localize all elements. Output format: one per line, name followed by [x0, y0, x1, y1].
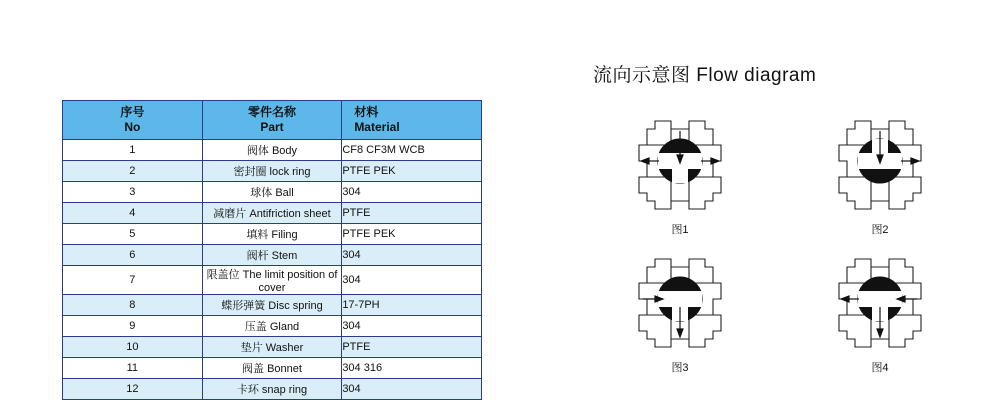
cell-no: 6 — [63, 245, 203, 266]
valve-diagram-4-icon — [815, 247, 945, 357]
valve-diagram-3-icon — [615, 247, 745, 357]
parts-table-head — [63, 101, 482, 140]
flow-figure-1 — [580, 109, 780, 237]
cell-material: PTFE — [342, 337, 482, 358]
cell-no: 7 — [63, 266, 203, 295]
cell-material: PTFE PEK — [342, 224, 482, 245]
flow-diagram-title: 流向示意图 Flow diagram — [593, 65, 817, 86]
parts-table — [62, 100, 482, 400]
flow-figure-grid — [580, 109, 980, 385]
cell-material: 304 — [342, 316, 482, 337]
cell-part: 垫片 Washer — [202, 337, 342, 358]
cell-no: 8 — [63, 295, 203, 316]
cell-material: 304 — [342, 245, 482, 266]
cell-no: 11 — [63, 358, 203, 379]
valve-diagram-1-icon — [615, 109, 745, 219]
parts-table-container — [62, 100, 482, 400]
cell-part: 减磨片 Antifriction sheet — [202, 203, 342, 224]
table-row — [63, 266, 482, 295]
cell-no: 10 — [63, 337, 203, 358]
cell-part: 阀杆 Stem — [202, 245, 342, 266]
flow-figure-caption: 图4 — [871, 362, 889, 374]
column-header-material — [342, 101, 482, 140]
parts-table-body — [63, 140, 482, 400]
cell-part: 阀体 Body — [202, 140, 342, 161]
cell-no: 1 — [63, 140, 203, 161]
cell-no: 12 — [63, 379, 203, 400]
cell-part: 球体 Ball — [202, 182, 342, 203]
cell-part: 蝶形弹簧 Disc spring — [202, 295, 342, 316]
table-row — [63, 316, 482, 337]
cell-part: 阀盖 Bonnet — [202, 358, 342, 379]
table-row — [63, 140, 482, 161]
cell-part: 限盖位 The limit position of cover — [202, 266, 342, 295]
flow-figure-caption: 图1 — [671, 224, 689, 236]
flow-figure-caption: 图2 — [871, 224, 889, 236]
cell-no: 2 — [63, 161, 203, 182]
flow-diagram-section — [580, 60, 980, 385]
table-row — [63, 224, 482, 245]
column-header-material-en: Material — [354, 120, 400, 134]
table-row — [63, 358, 482, 379]
column-header-no — [63, 101, 203, 140]
cell-material: 304 — [342, 379, 482, 400]
table-row — [63, 337, 482, 358]
cell-material: 304 — [342, 266, 482, 295]
cell-no: 9 — [63, 316, 203, 337]
column-header-part-en: Part — [260, 120, 284, 134]
cell-no: 3 — [63, 182, 203, 203]
column-header-material-cn: 材料 — [354, 105, 379, 119]
cell-material: PTFE PEK — [342, 161, 482, 182]
cell-part: 压盖 Gland — [202, 316, 342, 337]
cell-no: 5 — [63, 224, 203, 245]
table-row — [63, 245, 482, 266]
table-row — [63, 161, 482, 182]
column-header-no-en: No — [124, 120, 141, 134]
valve-diagram-2-icon — [815, 109, 945, 219]
cell-part: 卡环 snap ring — [202, 379, 342, 400]
cell-material: CF8 CF3M WCB — [342, 140, 482, 161]
cell-material: 304 316 — [342, 358, 482, 379]
table-row — [63, 182, 482, 203]
column-header-part — [202, 101, 342, 140]
table-header-row — [63, 101, 482, 140]
cell-part: 密封圈 lock ring — [202, 161, 342, 182]
cell-part: 填料 Filing — [202, 224, 342, 245]
column-header-no-cn: 序号 — [120, 105, 145, 119]
cell-material: 304 — [342, 182, 482, 203]
cell-no: 4 — [63, 203, 203, 224]
table-row — [63, 295, 482, 316]
flow-figure-3 — [580, 247, 780, 375]
cell-material: 17-7PH — [342, 295, 482, 316]
column-header-part-cn: 零件名称 — [247, 105, 296, 119]
table-row — [63, 379, 482, 400]
table-row — [63, 203, 482, 224]
flow-figure-caption: 图3 — [671, 362, 689, 374]
flow-figure-2 — [780, 109, 980, 237]
flow-figure-4 — [780, 247, 980, 375]
cell-material: PTFE — [342, 203, 482, 224]
